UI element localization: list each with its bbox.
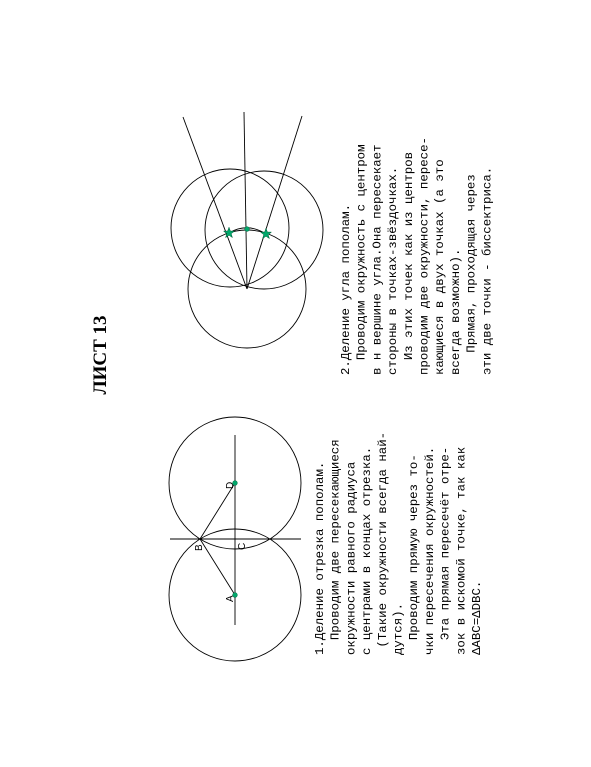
circle-centered-star-2 [205,171,323,289]
section-1-line: Эта прямая пересечёт отре- [438,446,453,655]
point-d-label: D [225,481,236,489]
point-a-label: A [225,595,236,602]
section-1-line: окружности равного радиуса [344,461,359,655]
segment-bisection-figure [169,417,301,661]
section-2-text [339,137,494,375]
section-2-line: кающиеся в двух точках (а это [433,159,448,375]
segment-bd [200,483,235,539]
section-1-line: с центрами в концах отрезка. [360,446,375,655]
section-1-line: дутся). [391,602,406,655]
section-2-line: проводим две окружности, пересе- [417,137,432,375]
angle-side-2 [247,116,302,289]
section-2-line: эти две точки - биссектриса. [480,166,495,375]
section-2-line: всегда возможно). [448,248,463,375]
section-1-line: (Такие окружности всегда най- [375,431,390,655]
section-2-line: стороны в точках-звёздочках. [386,166,401,375]
point-b-label: B [194,544,205,551]
sheet-title: ЛИСТ 13 [90,315,111,395]
section-1-line: зок в искомой точке, так как [454,446,469,655]
section-2-line: в н вершине угла.Она пересекает [370,144,385,375]
section-2-line: Проводим окружность с центром [354,144,369,375]
section-2-line: 2.Деление угла пополам. [339,203,353,375]
section-1-line: ΔАВС=ΔDВС. [470,580,484,655]
section-1-line: чки пересечения окружностей. [422,446,437,655]
segment-ba [200,539,235,595]
bisector-ray [244,112,247,289]
section-1-line: Проводим прямую через то- [407,454,422,655]
star-point-2-icon [261,228,272,238]
section-1-line: Проводим две пересекающиеся [328,439,343,655]
circle-centered-star-1 [171,169,289,287]
circles-intersection-point [245,227,250,232]
section-2-line: Прямая, проходящая через [464,174,479,375]
star-point-1-icon [224,227,235,237]
angle-bisection-figure [171,112,323,348]
section-1-line: 1.Деление отрезка пополам. [313,461,327,655]
point-c-label: C [237,542,248,550]
section-1-text [313,432,484,655]
section-2-line: Из этих точек как из центров [401,151,416,375]
